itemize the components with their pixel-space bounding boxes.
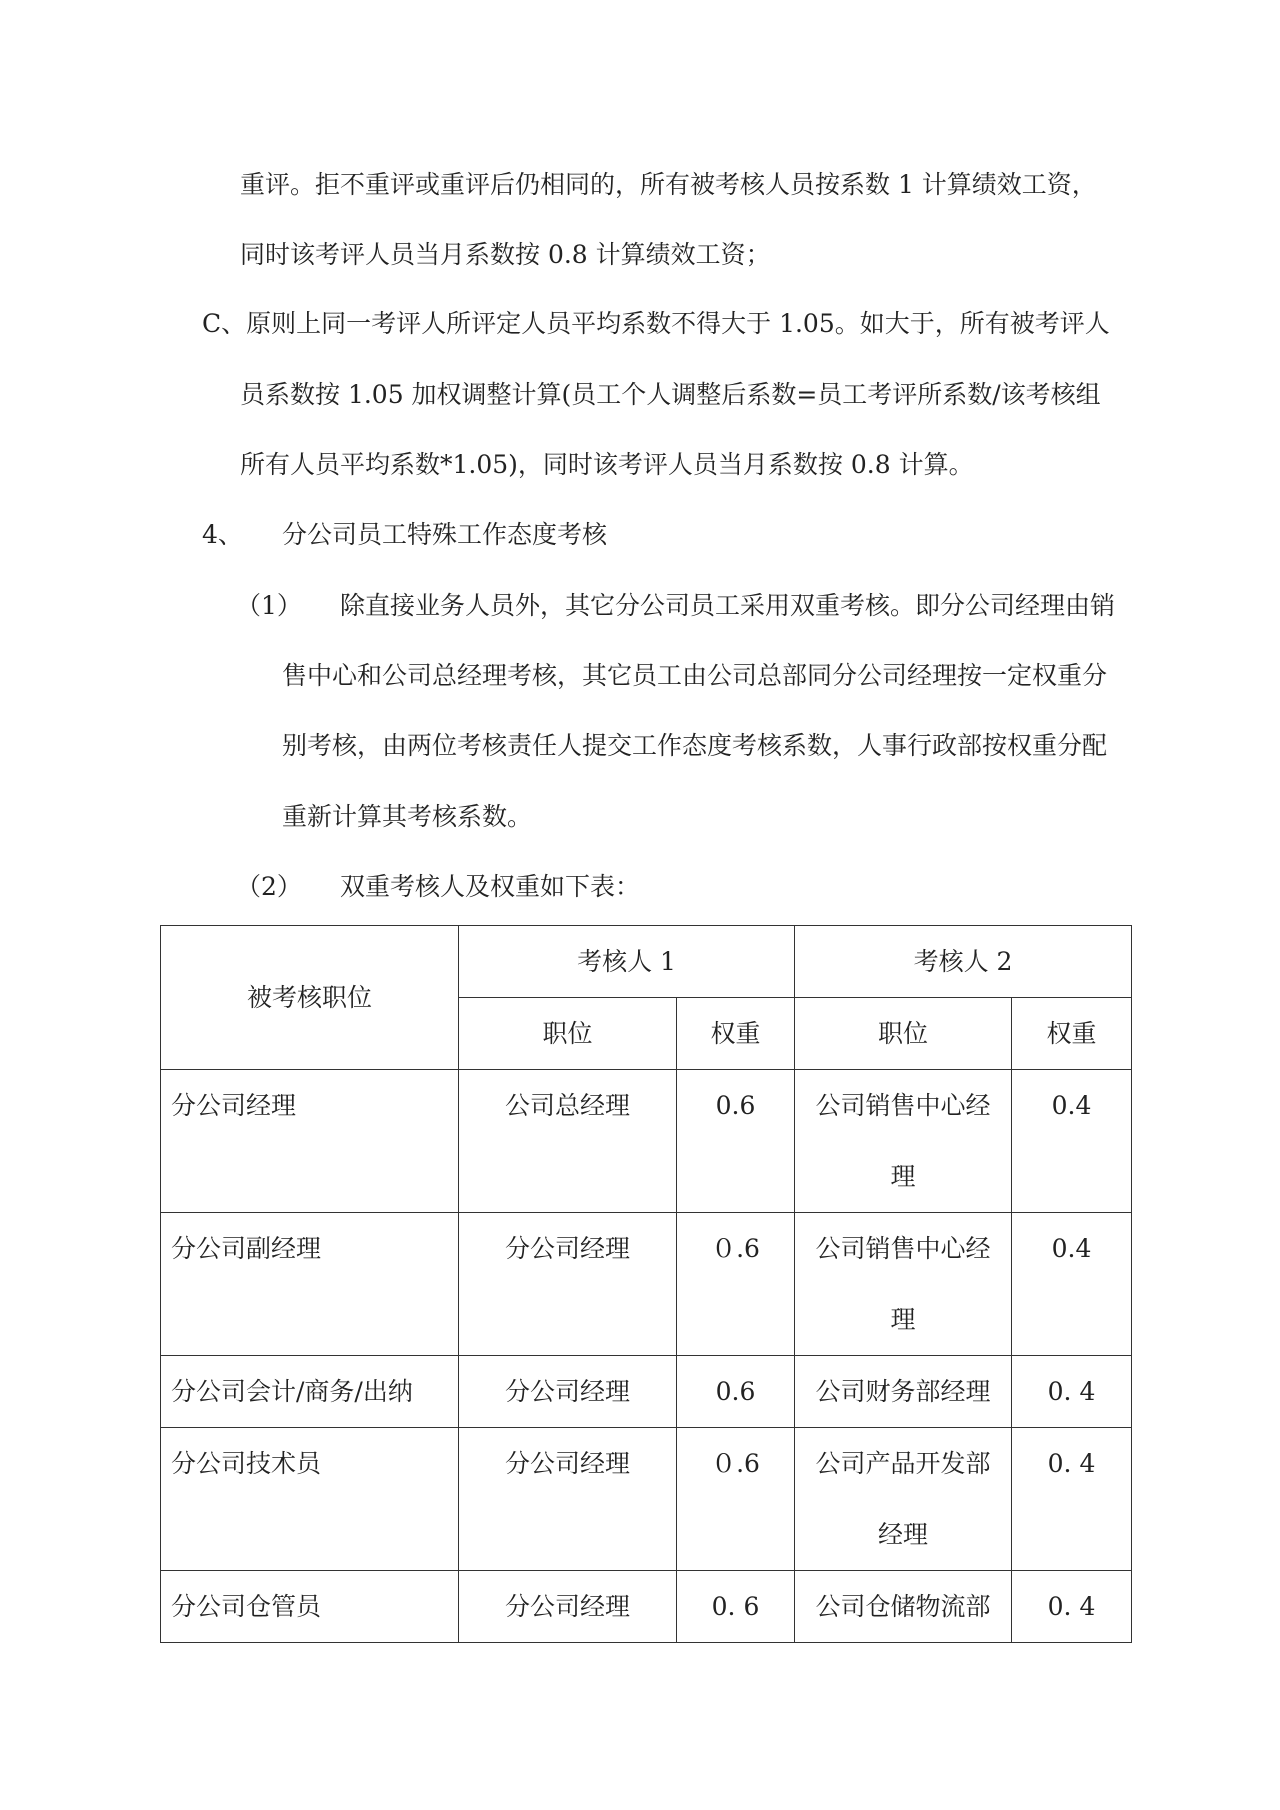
header-assessor2-cell: 考核人 2 <box>795 926 1132 998</box>
assessor2-weight-cell: 0.4 <box>1012 1070 1132 1213</box>
position-cell: 分公司副经理 <box>161 1213 459 1356</box>
item-line: 重新计算其考核系数。 <box>282 802 533 831</box>
section-number: 4、 <box>202 520 243 549</box>
assessor1-position-cell: 分公司经理 <box>459 1571 677 1643</box>
item-line: 双重考核人及权重如下表： <box>340 872 641 901</box>
paragraph-line: 重评。拒不重评或重评后仍相同的，所有被考核人员按系数 1 计算绩效工资， <box>240 170 1097 199</box>
table-row <box>161 1213 1132 1356</box>
clause-c-line: 所有人员平均系数*1.05)，同时该考评人员当月系数按 0.8 计算。 <box>240 450 974 479</box>
item-line: 除直接业务人员外，其它分公司员工采用双重考核。即分公司经理由销 <box>340 591 1116 620</box>
assessor2-position-cell: 公司仓储物流部 <box>795 1571 1012 1643</box>
item-number: （2） <box>236 872 302 901</box>
paragraph-line: 同时该考评人员当月系数按 0.8 计算绩效工资； <box>240 240 771 269</box>
item-number: （1） <box>236 591 302 620</box>
assessor2-weight-cell: 0. 4 <box>1012 1428 1132 1571</box>
item-line: 售中心和公司总经理考核，其它员工由公司总部同分公司经理按一定权重分 <box>282 661 1108 690</box>
assessor2-position-cell: 公司财务部经理 <box>795 1356 1012 1428</box>
assessor1-position-cell: 公司总经理 <box>459 1070 677 1213</box>
header-position-cell: 被考核职位 <box>161 926 459 1070</box>
subheader-position1-cell: 职位 <box>459 998 677 1070</box>
table-row <box>161 1356 1132 1428</box>
position-cell: 分公司技术员 <box>161 1428 459 1571</box>
clause-c-line: C、原则上同一考评人所评定人员平均系数不得大于 1.05。如大于，所有被考评人 <box>202 309 1110 338</box>
subheader-position2-cell: 职位 <box>795 998 1012 1070</box>
table-row <box>161 1571 1132 1643</box>
table-row <box>161 1070 1132 1213</box>
assessor1-weight-cell: 0.6 <box>677 1070 795 1213</box>
assessor1-position-cell: 分公司经理 <box>459 1213 677 1356</box>
assessor2-weight-cell: 0. 4 <box>1012 1356 1132 1428</box>
subheader-weight2-cell: 权重 <box>1012 998 1132 1070</box>
assessor1-position-cell: 分公司经理 <box>459 1356 677 1428</box>
table-row <box>161 1428 1132 1571</box>
item-line: 别考核，由两位考核责任人提交工作态度考核系数，人事行政部按权重分配 <box>282 731 1108 760</box>
section-title: 分公司员工特殊工作态度考核 <box>282 520 608 549</box>
assessor1-position-cell: 分公司经理 <box>459 1428 677 1571</box>
assessor2-position-cell: 公司产品开发部经理 <box>795 1428 1012 1571</box>
assessor1-weight-cell: 0.6 <box>677 1356 795 1428</box>
table-header-row <box>161 926 1132 998</box>
assessor2-weight-cell: 0. 4 <box>1012 1571 1132 1643</box>
position-cell: 分公司仓管员 <box>161 1571 459 1643</box>
assessor1-weight-cell: 0. 6 <box>677 1571 795 1643</box>
position-cell: 分公司经理 <box>161 1070 459 1213</box>
header-assessor1-cell: 考核人 1 <box>459 926 795 998</box>
assessor1-weight-cell: ０.6 <box>677 1213 795 1356</box>
subheader-weight1-cell: 权重 <box>677 998 795 1070</box>
clause-c-line: 员系数按 1.05 加权调整计算(员工个人调整后系数=员工考评所系数/该考核组 <box>240 380 1101 409</box>
assessment-table <box>160 925 1132 1643</box>
position-cell: 分公司会计/商务/出纳 <box>161 1356 459 1428</box>
assessor2-position-cell: 公司销售中心经理 <box>795 1213 1012 1356</box>
assessor2-position-cell: 公司销售中心经理 <box>795 1070 1012 1213</box>
assessor2-weight-cell: 0.4 <box>1012 1213 1132 1356</box>
assessor1-weight-cell: ０.6 <box>677 1428 795 1571</box>
